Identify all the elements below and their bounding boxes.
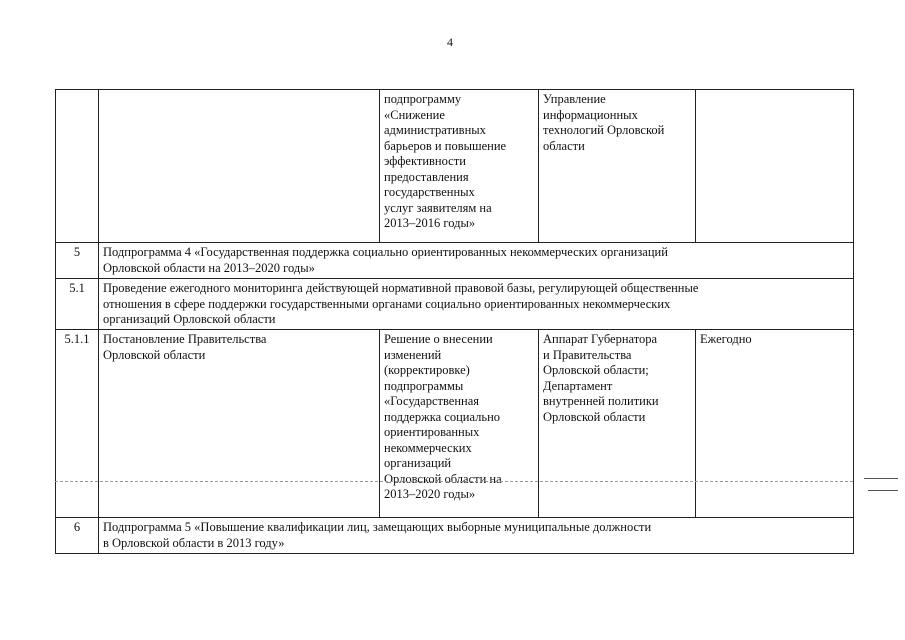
cell-measure <box>99 330 380 518</box>
scan-artifact-line <box>55 481 853 482</box>
result-line: (корректировке) <box>384 363 470 377</box>
cell-section-title <box>99 279 854 330</box>
section-title-line: Подпрограмма 5 «Повышение квалификации лиц, замещающих выборные муниципальные должности <box>103 520 652 534</box>
result-line: «Снижение <box>384 107 445 122</box>
responsible-line: и Правительства <box>543 347 632 362</box>
result-line: Решение о внесении <box>384 332 493 346</box>
table-row-section-6 <box>56 518 854 554</box>
result-line: некоммерческих <box>384 440 472 455</box>
result-line: административных <box>384 123 486 137</box>
result-line: поддержка социально <box>384 409 501 424</box>
result-line: подпрограммы <box>384 378 464 393</box>
cell-section-title <box>99 518 854 554</box>
responsible-line: Орловской области <box>543 409 646 424</box>
cell-num <box>56 90 99 243</box>
table-row-section-5 <box>56 243 854 279</box>
section-title-line: Орловской области на 2013–2020 годы» <box>103 260 315 275</box>
cell-responsible <box>539 90 696 243</box>
cell-term <box>696 90 854 243</box>
responsible-line: внутренней политики <box>543 394 659 408</box>
responsible-line: Аппарат Губернатора <box>543 332 658 346</box>
responsible-line: области <box>543 138 585 153</box>
measure-line: Постановление Правительства <box>103 332 267 346</box>
section-title-line: организаций Орловской области <box>103 312 276 326</box>
cell-term: Ежегодно <box>696 330 854 518</box>
result-line: изменений <box>384 347 442 362</box>
table-row-5-1-1 <box>56 330 854 518</box>
cell-result <box>380 90 539 243</box>
result-line: 2013–2020 годы» <box>384 487 476 501</box>
table-row-continuation <box>56 90 854 243</box>
responsible-line: Управление <box>543 92 606 106</box>
section-title-line: Проведение ежегодного мониторинга действующей нормативной правовой базы, регулирующей общественные <box>103 281 699 295</box>
measure-line: Орловской области <box>103 347 206 362</box>
cell-result <box>380 330 539 518</box>
result-line: предоставления <box>384 169 469 184</box>
responsible-line: информационных <box>543 107 638 122</box>
measures-table <box>55 89 854 554</box>
page-number: 4 <box>447 35 453 49</box>
result-line: эффективности <box>384 154 466 168</box>
result-line: 2013–2016 годы» <box>384 216 476 230</box>
cell-section-title <box>99 243 854 279</box>
result-line: организаций <box>384 456 452 470</box>
result-line: государственных <box>384 185 475 199</box>
cell-num: 5 <box>56 243 99 279</box>
cell-num: 5.1 <box>56 279 99 330</box>
section-title-line: отношения в сфере поддержки государственными органами социально ориентированных некоммерческих <box>103 296 671 311</box>
result-line: подпрограмму <box>384 92 462 106</box>
responsible-line: технологий Орловской <box>543 123 665 137</box>
result-line: «Государственная <box>384 394 480 408</box>
result-line: Орловской области на <box>384 471 502 486</box>
responsible-line: Орловской области; <box>543 363 649 377</box>
result-line: ориентированных <box>384 425 480 439</box>
section-title-line: в Орловской области в 2013 году» <box>103 535 285 550</box>
cell-responsible <box>539 330 696 518</box>
responsible-line: Департамент <box>543 378 613 393</box>
margin-mark <box>864 478 898 479</box>
margin-mark <box>868 490 898 491</box>
table-row-section-5-1 <box>56 279 854 330</box>
cell-num: 6 <box>56 518 99 554</box>
result-line: услуг заявителям на <box>384 200 492 215</box>
cell-measure <box>99 90 380 243</box>
result-line: барьеров и повышение <box>384 138 507 153</box>
cell-num: 5.1.1 <box>56 330 99 518</box>
section-title-line: Подпрограмма 4 «Государственная поддержка социально ориентированных некоммерческих организаций <box>103 245 668 259</box>
